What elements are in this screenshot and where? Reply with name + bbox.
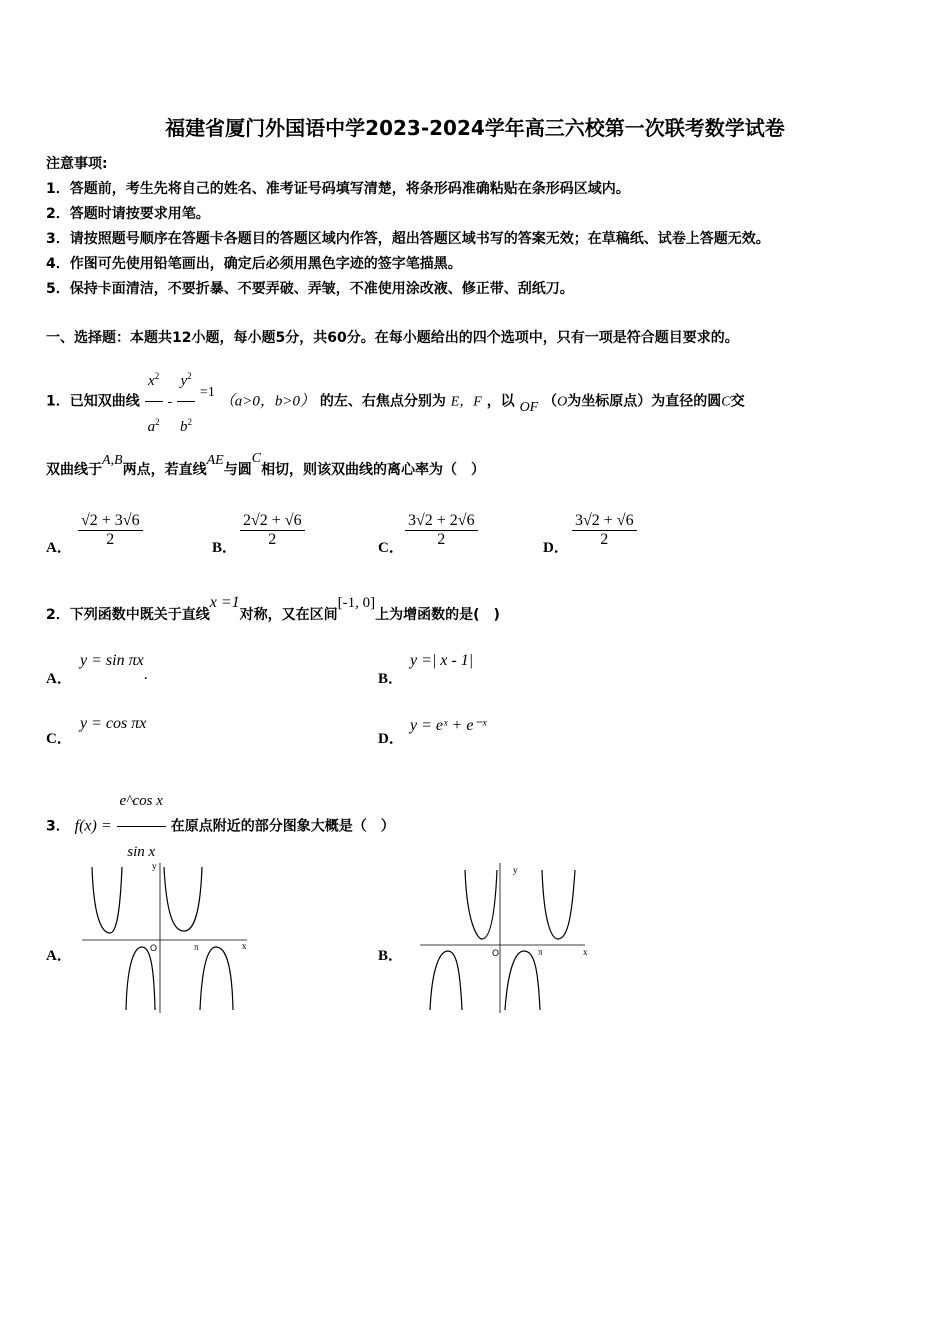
q2-option-b-value[interactable]: y =| x - 1| (410, 652, 474, 669)
notice-heading: 注意事项: (46, 156, 108, 172)
question-3-stem: 3． f(x) = $\frac{\text{e\textasciicircum{}cos x}}{\text{sin x}}$ 在原点附近的部分图象大概是（ ） (46, 776, 395, 877)
question-1-line-2: 双曲线于A,B两点，若直线AE与圆C相切，则该双曲线的离心率为（ ） (46, 451, 486, 478)
q1-option-c-label[interactable]: C． (378, 540, 404, 556)
question-2-stem: 2．下列函数中既关于直线x =1对称，又在区间[-1, 0]上为增函数的是( ) (46, 594, 500, 623)
section-heading: 一、选择题：本题共12小题，每小题5分，共60分。在每小题给出的四个选项中，只有一项是符合题目要求的。 (46, 330, 739, 346)
notice-item-1: 1．答题前，考生先将自己的姓名、准考证号码填写清楚，将条形码准确粘贴在条形码区域内。 (46, 181, 630, 197)
x-axis-label: x (583, 947, 588, 957)
notice-item-4: 4．作图可先使用铅笔画出，确定后必须用黑色字迹的签字笔描黑。 (46, 256, 462, 272)
q1-option-a-label[interactable]: A． (46, 540, 72, 556)
notice-item-2: 2．答题时请按要求用笔。 (46, 206, 210, 222)
q1-option-d-label[interactable]: D． (543, 540, 569, 556)
q1-option-a-value[interactable]: $\frac{√2 + 3√6}{2}$ (78, 512, 143, 549)
q2-option-b-label[interactable]: B． (378, 671, 404, 687)
page-title: 福建省厦门外国语中学2023-2024学年高三六校第一次联考数学试卷 (165, 116, 785, 140)
q3-option-a-graph[interactable] (82, 855, 262, 1015)
q1-option-c-value[interactable]: $\frac{3√2 + 2√6}{2}$ (405, 512, 478, 549)
q3-fraction: $\frac{\text{e\textasciicircum{}cos x}}{\text{sin x}}$ (117, 776, 166, 877)
q2-option-c-label[interactable]: C． (46, 731, 72, 747)
q2-option-d-label[interactable]: D． (378, 731, 404, 747)
q2-option-d-value[interactable]: y = eˣ + e⁻ˣ (410, 717, 487, 734)
pi-label: π (194, 942, 199, 952)
pi-label: π (538, 947, 543, 957)
hyperbola-x-term: $\frac{x^2}{a^2}$ (145, 356, 163, 447)
q1-option-d-value[interactable]: $\frac{3√2 + √6}{2}$ (572, 512, 637, 549)
q2-option-a-label[interactable]: A． (46, 671, 72, 687)
q3-option-b-label[interactable]: B． (378, 948, 404, 964)
notice-item-3: 3．请按照题号顺序在答题卡各题目的答题区域内作答，超出答题区域书写的答案无效；在草稿纸、试卷上答题无效。 (46, 231, 770, 247)
question-1-line-1: 1．已知双曲线 $\frac{x^2}{a^2}$ - $\frac{y^2}{b^2}$ =1 （a>0，b>0） 的左、右焦点分别为 E，F ，以 OF （O为坐标原点）为直径的圆C交 (46, 356, 745, 447)
notice-item-5: 5．保持卡面清洁，不要折暴、不要弄破、弄皱，不准使用涂改液、修正带、刮纸刀。 (46, 281, 574, 297)
q3-option-b-graph[interactable] (420, 855, 595, 1015)
origin-label: O (150, 943, 158, 953)
q3-option-a-label[interactable]: A． (46, 948, 72, 964)
q1-option-b-value[interactable]: $\frac{2√2 + √6}{2}$ (240, 512, 305, 549)
q2-option-a-value[interactable]: y = sin πx. (80, 652, 148, 683)
y-axis-label: y (513, 865, 518, 875)
hyperbola-y-term: $\frac{y^2}{b^2}$ (177, 356, 195, 447)
q1-option-b-label[interactable]: B． (212, 540, 238, 556)
y-axis-label: y (152, 861, 157, 871)
origin-label: O (492, 948, 500, 958)
x-axis-label: x (242, 941, 247, 951)
q2-option-c-value[interactable]: y = cos πx (80, 715, 147, 732)
